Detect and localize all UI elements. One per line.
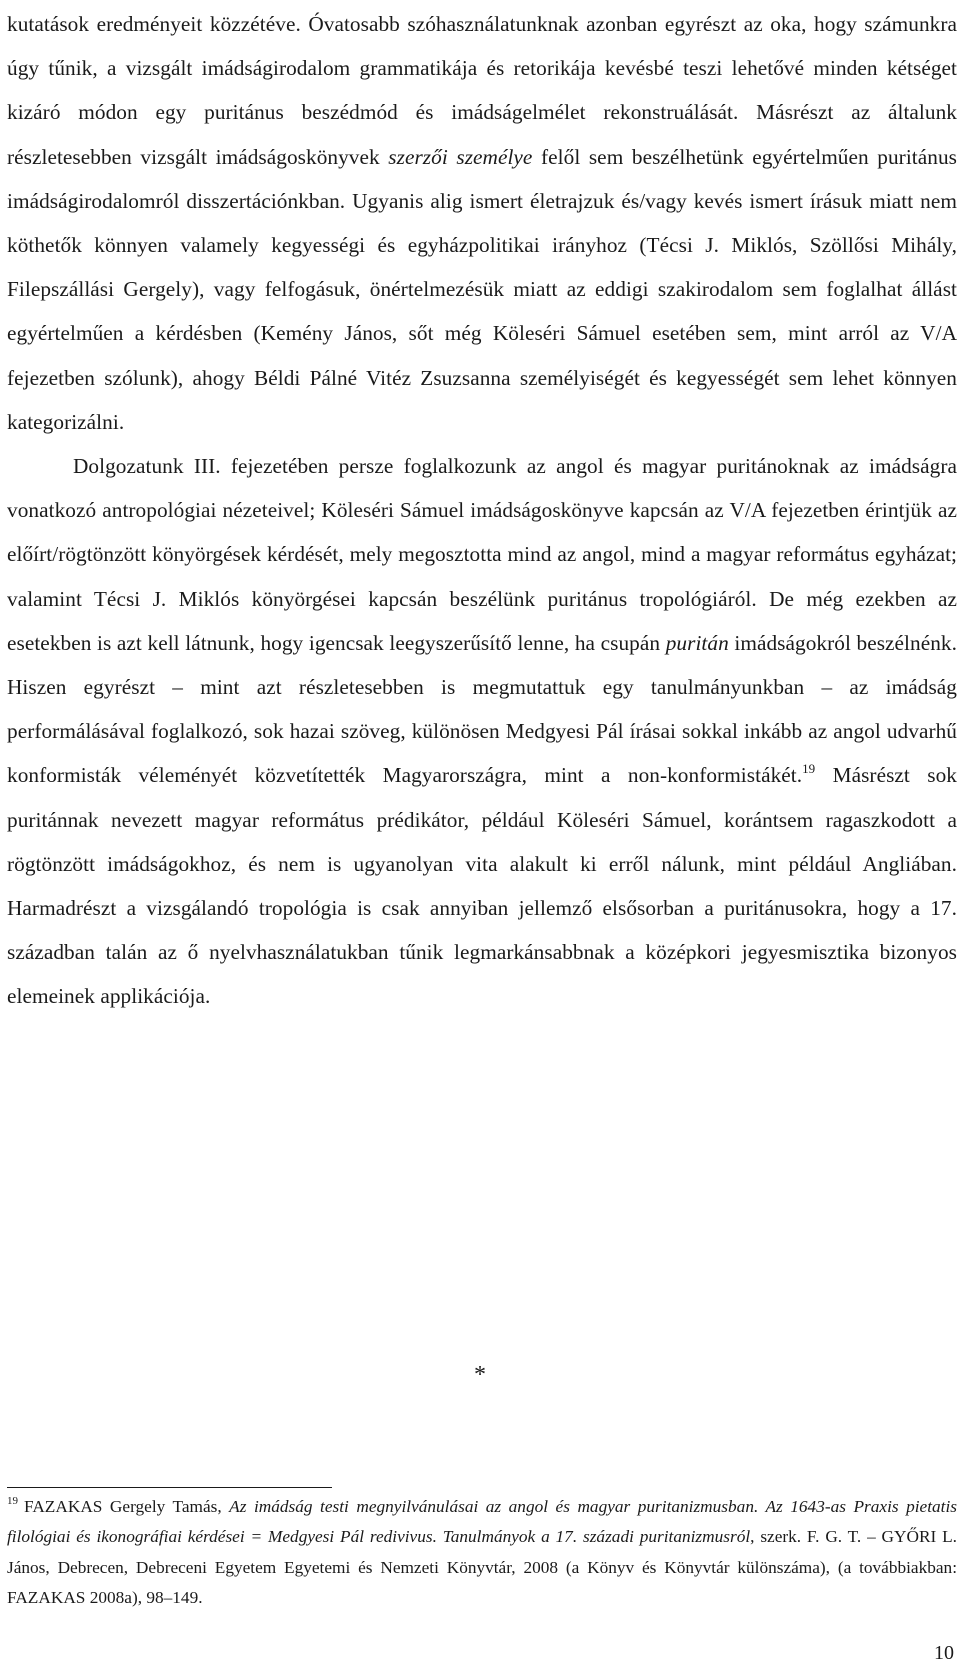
footnote-divider: [7, 1487, 332, 1488]
footnote-reference[interactable]: 19: [802, 761, 816, 777]
text-run: imádságokról beszélnénk. Hiszen egyrészt – mint azt részletesebben is megmutattuk egy tanulmányunkban – az imádság performálásával foglalkozó, sok hazai szöveg, különösen Medgyesi Pál írásai sokkal inkább az angol udvarhű konformisták véleményét közvetítették Magyarországra, mint a non-konformistákét.: [7, 630, 958, 788]
footnote-text-run: FAZAKAS Gergely Tamás,: [24, 1497, 230, 1516]
italic-text-run: szerzői személye: [388, 144, 533, 169]
text-run: Dolgozatunk III. fejezetében persze foglalkozunk az angol és magyar puritánoknak az imádságra vonatkozó antropológiai nézeteivel; Köleséri Sámuel imádságoskönyve kapcsán az V/A fejezetben érintjük az előírt/rögtönzött könyörgések kérdését, mely megosztotta mind az angol, mind a magyar református egyházat; valamint Técsi J. Miklós könyörgései kapcsán beszélünk puritánus tropológiáról. De még ezekben az esetekben is azt kell látnunk, hogy igencsak leegyszerűsítő lenne, ha csupán: [7, 454, 957, 655]
footnote-number: 19: [7, 1495, 18, 1507]
section-separator: *: [474, 1362, 486, 1388]
paragraph: [7, 2, 957, 444]
footnote-text-run: , szerk. F. G. T. – GYŐRI L. János, Debrecen, Debreceni Egyetem Egyetemi és Nemzeti Könyvtár, 2008 (a Könyv és Könyvtár különszáma), (a továbbiakban: FAZAKAS 2008a), 98–149.: [7, 1527, 957, 1607]
text-run: Másrészt sok puritánnak nevezett magyar református prédikátor, például Köleséri Sámuel, korántsem ragaszkodott a rögtönzött imádságokhoz, és nem is ugyanolyan vita alakult ki erről nálunk, mint például Angliában. Harmadrészt a vizsgálandó tropológia is csak annyiban jellemző elsősorban a puritánusokra, hogy a 17. században talán az ő nyelvhasználatukban tűnik legmarkánsabbnak a középkori jegyesmisztika bizonyos elemeinek applikációja.: [7, 763, 957, 1009]
text-run: kutatások eredményeit közzétéve. Óvatosabb szóhasználatunknak azonban egyrészt az oka, hogy számunkra úgy tűnik, a vizsgált imádságirodalom grammatikája és retorikája kevésbé teszi lehetővé minden kétséget kizáró módon egy puritánus beszédmód és imádságelmélet rekonstruálását. Másrészt az általunk részletesebben vizsgált imádságoskönyvek: [7, 12, 957, 169]
paragraph: [7, 444, 957, 1019]
text-run: felől sem beszélhetünk egyértelműen puritánus imádságirodalomról disszertációnkban. Ugyanis alig ismert életrajzuk és/vagy kevés ismert írásuk miatt nem köthetők könnyen valamely kegyességi és egyházpolitikai irányhoz (Técsi J. Miklós, Szöllősi Mihály, Filepszállási Gergely), vagy felfogásuk, önértelmezésük miatt az eddigi szakirodalom sem foglalhat állást egyértelműen a kérdésben (Kemény János, sőt még Köleséri Sámuel esetében sem, mint arról az V/A fejezetben szólunk), ahogy Béldi Pálné Vitéz Zsuzsanna személyiségét és kegyességét sem lehet könnyen kategorizálni.: [7, 144, 957, 434]
italic-text-run: puritán: [665, 630, 729, 655]
body-text: [7, 2, 957, 1019]
footnote-italic-run: Az imádság testi megnyilvánulásai az angol és magyar puritanizmusban. Az 1643-as Praxis pietatis filológiai és ikonográfiai kérdései = Medgyesi Pál redivivus. Tanulmányok a 17. századi puritanizmusról: [7, 1497, 957, 1547]
footnote: [7, 1492, 957, 1613]
page-number: 10: [934, 1642, 954, 1664]
